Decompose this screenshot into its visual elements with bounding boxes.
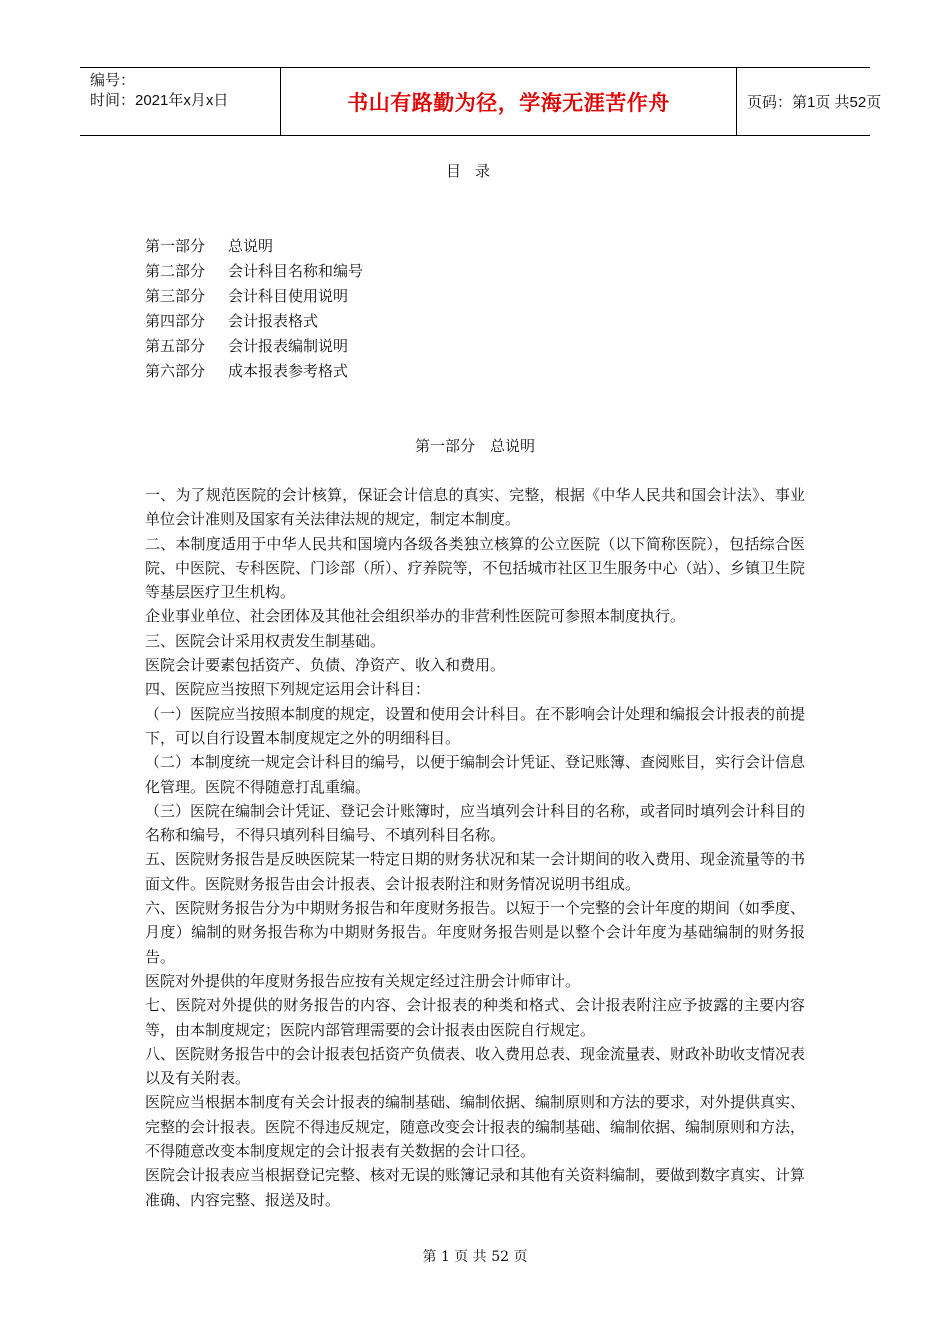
number-label: 编号： (90, 72, 136, 89)
paragraph: 三、医院会计采用权责发生制基础。 (145, 631, 386, 650)
toc-item-name: 会计科目名称和编号 (228, 262, 364, 280)
toc-item-part: 第二部分 (145, 262, 206, 280)
toc-item[interactable] (145, 234, 363, 259)
time-label: 时间：2021年x月x日 (90, 92, 229, 109)
paragraph: （一）医院应当按照本制度的规定，设置和使用会计科目。在不影响会计处理和编报会计报表的前提下，可以自行设置本制度规定之外的明细科目。 (145, 704, 806, 747)
header-meta (80, 68, 280, 135)
toc-item-name: 会计报表格式 (228, 312, 319, 330)
paragraph: 二、本制度适用于中华人民共和国境内各级各类独立核算的公立医院（以下简称医院），包括综合医院、中医院、专科医院、门诊部（所）、疗养院等，不包括城市社区卫生服务中心（站）、乡镇卫生院等基层医疗卫生机构。 (145, 534, 806, 602)
paragraph: 八、医院财务报告中的会计报表包括资产负债表、收入费用总表、现金流量表、财政补助收支情况表以及有关附表。 (145, 1044, 806, 1088)
section-title: 第一部分 总说明 (414, 437, 535, 455)
paragraph: 医院对外提供的年度财务报告应按有关规定经过注册会计师审计。 (145, 971, 581, 990)
table-of-contents (145, 234, 363, 384)
paragraph: （二）本制度统一规定会计科目的编号，以便于编制会计凭证、登记账簿、查阅账目，实行会计信息化管理。医院不得随意打乱重编。 (145, 753, 806, 796)
toc-item-part: 第五部分 (145, 337, 206, 355)
toc-title: 目录 (445, 162, 504, 180)
paragraph: 六、医院财务报告分为中期财务报告和年度财务报告。以短于一个完整的会计年度的期间（如季度、月度）编制的财务报告称为中期财务报告。年度财务报告则是以整个会计年度为基础编制的财务报告。 (145, 899, 806, 966)
paragraph: 医院会计要素包括资产、负债、净资产、收入和费用。 (145, 656, 506, 675)
toc-item-part: 第四部分 (145, 312, 206, 330)
paragraph: 医院会计报表应当根据登记完整、核对无误的账簿记录和其他有关资料编制，要做到数字真实、计算准确、内容完整、报送及时。 (145, 1166, 806, 1209)
toc-item-part: 第六部分 (145, 362, 206, 380)
toc-item[interactable] (145, 259, 363, 284)
toc-item-name: 总说明 (228, 237, 274, 255)
toc-item-part: 第三部分 (145, 287, 206, 305)
paragraph: （三）医院在编制会计凭证、登记会计账簿时，应当填列会计科目的名称，或者同时填列会计科目的名称和编号，不得只填列科目编号、不填列科目名称。 (145, 801, 806, 845)
paragraph: 企业事业单位、社会团体及其他社会组织举办的非营利性医院可参照本制度执行。 (145, 607, 686, 626)
paragraph: 七、医院对外提供的财务报告的内容、会计报表的种类和格式、会计报表附注应予披露的主要内容等，由本制度规定；医院内部管理需要的会计报表由医院自行规定。 (145, 996, 805, 1039)
paragraph: 医院应当根据本制度有关会计报表的编制基础、编制依据、编制原则和方法的要求，对外提供真实、完整的会计报表。医院不得违反规定，随意改变会计报表的编制基础、编制依据、编制原则和方法，不得随意改变本制度规定的会计报表有关数据的会计口径。 (145, 1093, 806, 1161)
section-body (145, 483, 805, 1212)
header-page-info: 页码：第1页 共52页 (747, 94, 882, 111)
toc-item-name: 会计科目使用说明 (228, 287, 349, 305)
toc-item-name: 会计报表编制说明 (228, 337, 349, 355)
toc-item[interactable] (145, 309, 363, 334)
toc-item[interactable] (145, 334, 363, 359)
paragraph: 五、医院财务报告是反映医院某一特定日期的财务状况和某一会计期间的收入费用、现金流量等的书面文件。医院财务报告由会计报表、会计报表附注和财务情况说明书组成。 (145, 850, 806, 893)
page-header (80, 67, 882, 136)
toc-item[interactable] (145, 359, 363, 384)
paragraph: 四、医院应当按照下列规定运用会计科目： (145, 680, 431, 699)
toc-item-part: 第一部分 (145, 237, 206, 255)
toc-item[interactable] (145, 284, 363, 309)
toc-item-name: 成本报表参考格式 (228, 362, 349, 380)
header-motto: 书山有路勤为径，学海无涯苦作舟 (347, 90, 670, 115)
page-footer: 第 1 页 共 52 页 (422, 1249, 528, 1265)
paragraph: 一、为了规范医院的会计核算，保证会计信息的真实、完整，根据《中华人民共和国会计法》、事业单位会计准则及国家有关法律法规的规定，制定本制度。 (145, 486, 805, 529)
